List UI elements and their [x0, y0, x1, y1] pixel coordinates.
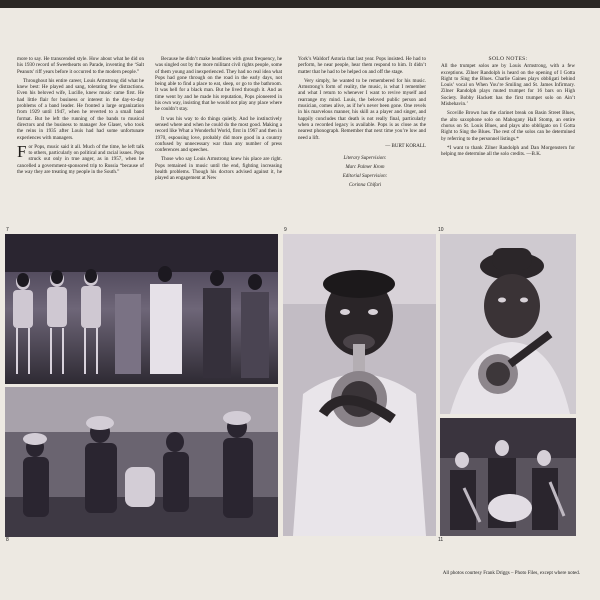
drop-cap: F [17, 141, 27, 161]
paragraph: All the trumpet solos are by Louis Armstrong, with a few exceptions. Zilner Randolph is heard on the opening of I Gotta Right to Sing the Blues. Charlie Gaines plays obbligati behind Louis’ vocal on When You’re Smiling and St. James Infirmary. Zilner Randolph plays muted trumpet for 16 bars on High Society. Bobby Hackett has the first trumpet solo on Ain’t Misbehavin.’ [441, 63, 575, 108]
paragraph: *I want to thank Zilner Randolph and Dan Morgenstern for helping me determine all the solo credits. —B.K. [441, 144, 575, 158]
photo-armstrong-bowler-hat [440, 234, 576, 414]
credit-name: Corinna Chifari [348, 183, 382, 189]
paragraph: Very simply, he wanted to be remembered for his music. Armstrong’s form of reality, the music, is what I remember and what I return to whenever I want to revive myself and rearrange my mind. Louis, the beloved public person and musician, comes alive, as if he’s never been gone. One revels in his marvelous manner, his skill as a player and singer, and happily concludes that death is not really final, particularly when a recorded legacy is available. Pops is as close as the nearest phonograph. Remember that next time you’re low and need a lift. [298, 77, 426, 141]
photo-number: 7 [6, 227, 9, 233]
photo-stage-troupe [5, 234, 278, 384]
photo-band [440, 418, 576, 536]
paragraph-dropcap [17, 141, 144, 176]
credit-title: Literary Supervision: [343, 156, 387, 162]
author-signature: — BURT KORALL [385, 143, 426, 149]
paragraph: more to say. He transcended style. How about what he did on his 1930 record of Sweethearts on Parade, inventing the ‘Salt Peanuts’ riff years before it occurred to the modern people.” [17, 56, 144, 75]
text-column-1 [17, 56, 144, 178]
photo-armstrong-trumpet [283, 234, 436, 536]
page-top-edge [0, 0, 600, 8]
credit-title: Editorial Supervision: [342, 174, 388, 180]
paragraph: York’s Waldorf Astoria that last year. Pops insisted. He had to perform, he near people, hear them respond to him. It didn’t matter that he had to be helped on and off the stage. [298, 56, 426, 75]
photo-number: 8 [6, 537, 9, 543]
photo-number: 10 [438, 227, 444, 233]
paragraph: Scoville Brown has the clarinet break on Basin Street Blues, the alto saxophone solo on Mahogany Hall Stomp, an entire chorus on St. Louis Blues, and plays alto obbligato on I Gotta Right to Sing the Blues. The rest of the solos can be determined by referring to the personnel listings.* [441, 110, 575, 142]
paragraph: It was his way to do things quietly. And he instinctively sensed where and when he could do the most good. Making a record like What a Wonderful World, first in 1967 and then in 1970, espousing love, probably did more good in a country confused by unnecessary war than any number of press conferences and speeches. [155, 115, 282, 154]
paragraph: Those who say Louis Armstrong knew his place are right. Pops remained in music until the end, fighting increasing health problems. Though his doctors advised against it, he played an engagement at New [155, 156, 282, 182]
credit-name: Marc Palmer Krom [345, 165, 385, 171]
photo-number: 9 [284, 227, 287, 233]
paragraph: Because he didn’t make headlines with great frequency, he was singled out by the more militant civil rights people, some of them young and inexperienced. They had no real idea what Pops had gone through on the road in the early days, not being able to find a place to eat, sleep, or go to the bathroom. It was hell for a black man. But he lived through it. And as time went by and he made his reputation, Pops pioneered in his own way, insisting that he would not play any place where he couldn’t stay. [155, 56, 282, 113]
text-column-2 [155, 56, 282, 185]
photo-credits: All photos courtesy Frank Driggs – Photo Files, except where noted. [442, 571, 580, 576]
solo-notes-title: SOLO NOTES: [488, 56, 528, 62]
photo-number: 11 [438, 537, 444, 543]
text-column-3 [298, 56, 426, 192]
paragraph-text: or Pops, music said it all. Much of the time, he left talk to others, particularly on political and racial issues. Pops struck out only in true anger, as in 1957, when he cancelled a government-sponsored trip to Russia “because of the way they are treating my people in the South.” [17, 143, 144, 176]
photo-costumed-dancers [5, 387, 278, 537]
text-column-4 [441, 56, 575, 160]
paragraph: Throughout his entire career, Louis Armstrong did what he knew best: He played and sang, tolerating few distractions. Even his beloved wife, Lucille, knew music came first. He had little flair for business or interest in the day-to-day problems of a band leader. He fronted a large organization from 1929 until 1947, when he reverted to a small band format. But he left the running of the bands to musical directors and the business to manager Joe Glaser, who took the reins in 1935 after Louis had had some unfortunate experiences with managers. [17, 77, 144, 141]
